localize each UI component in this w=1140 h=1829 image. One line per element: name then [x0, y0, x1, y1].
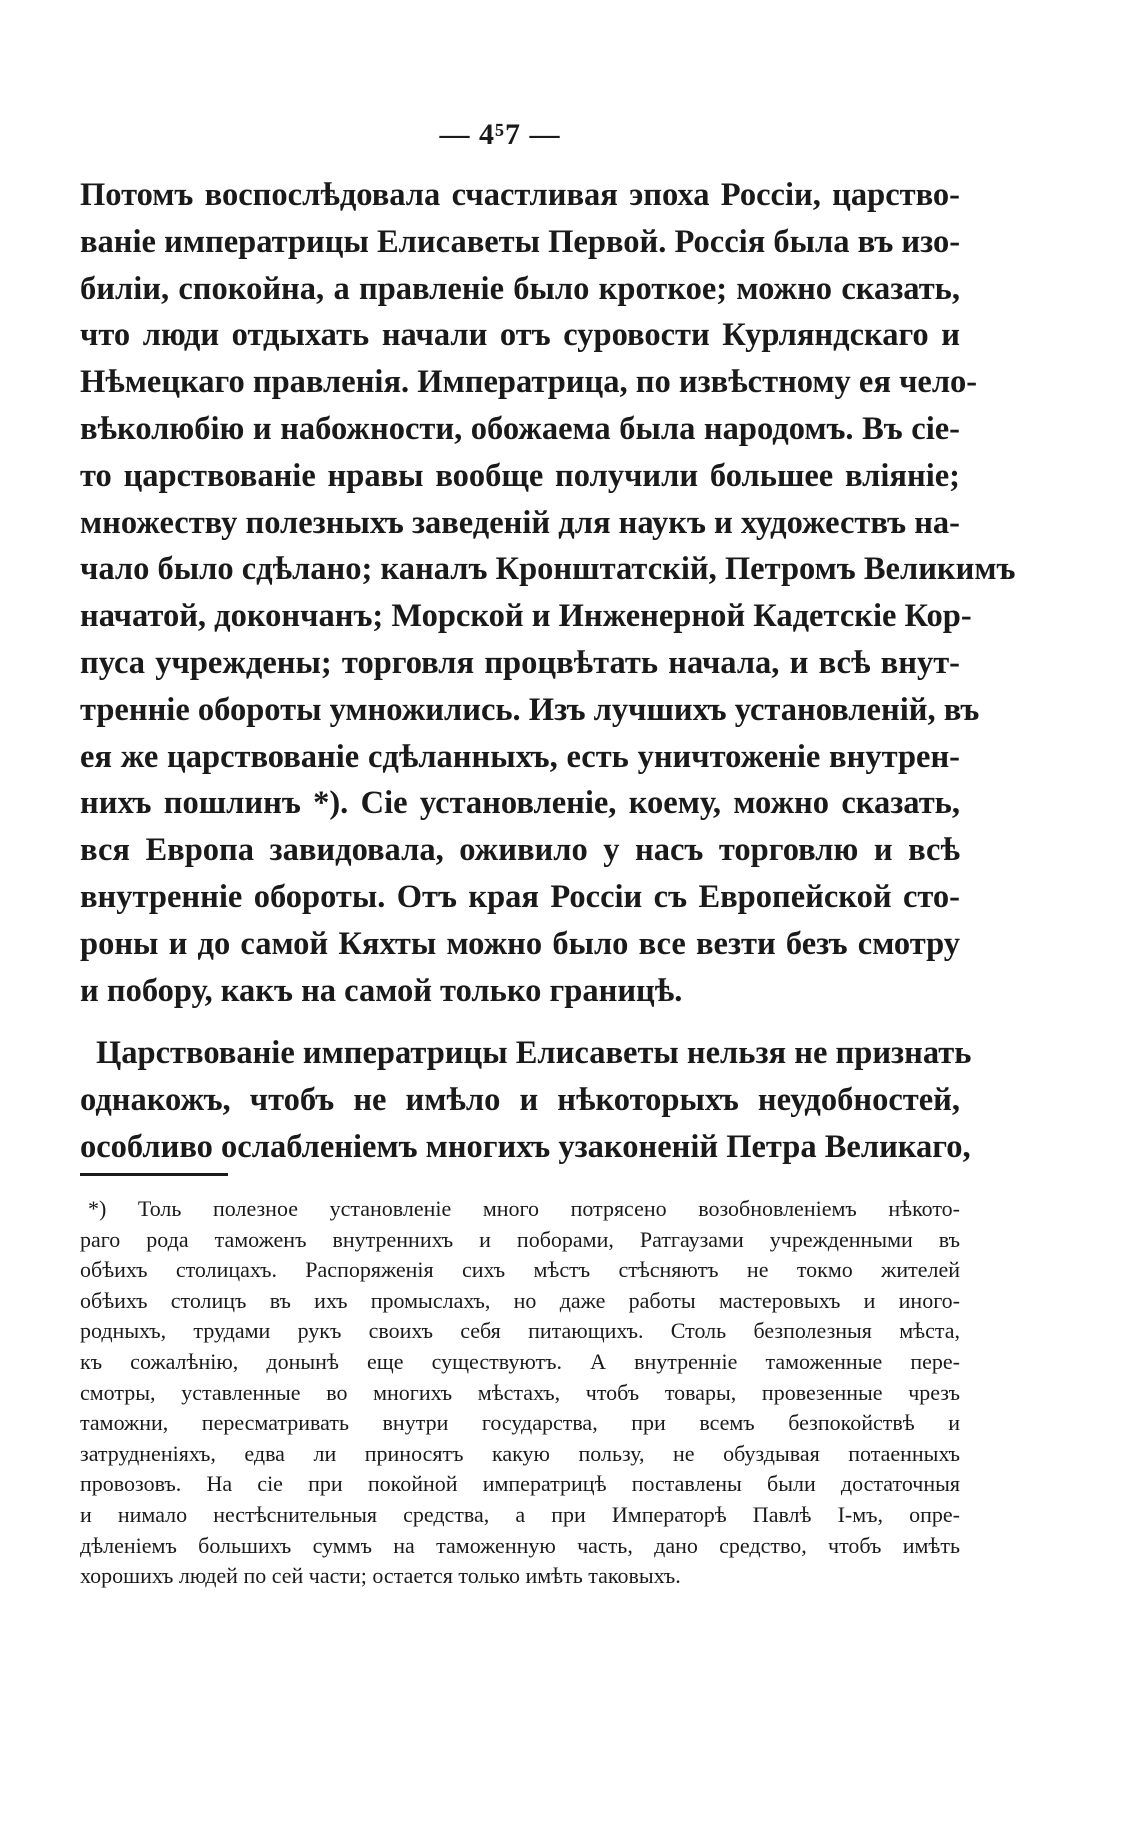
page-number: — 4⁵7 — [439, 118, 561, 151]
text-line: начатой, докончанъ; Морской и Инженерной Кадетскіе Кор- [80, 598, 972, 635]
footnote-line: дѣленіемъ большихъ суммъ на таможенную часть, дано средство, чтобъ имѣть [80, 1532, 960, 1558]
footnote-line: таможни, пересматривать внутри государства, при всемъ безпокойствѣ и [80, 1410, 960, 1436]
footnote-line: родныхъ, трудами рукъ своихъ себя питающихъ. Столь безполезныя мѣста, [80, 1318, 960, 1344]
text-line: роны и до самой Кяхты можно было все везти безъ смотру [80, 925, 960, 962]
text-line: Потомъ воспослѣдовала счастливая эпоха Россіи, царство- [80, 177, 960, 213]
text-line: Нѣмецкаго правленія. Императрица, по извѣстному ея чело- [80, 364, 978, 401]
text-line: ея же царствованіе сдѣланныхъ, есть уничтоженіе внутрен- [80, 738, 960, 775]
text-line: тренніе обороты умножились. Изъ лучшихъ установленій, въ [80, 691, 980, 728]
text-line: особливо ослабленіемъ многихъ узаконеній Петра Великаго, [80, 1128, 971, 1165]
footnote-line: раго рода таможенъ внутреннихъ и поборами, Ратгаузами учрежденными въ [80, 1226, 960, 1252]
footnote-line: обѣихъ столицахъ. Распоряженія сихъ мѣстъ стѣсняютъ не токмо жителей [80, 1257, 960, 1283]
text-line: то царствованіе нравы вообще получили большее вліяніе; [80, 457, 960, 494]
text-line: множеству полезныхъ заведеній для наукъ и художествъ на- [80, 504, 960, 541]
footnote-line: обѣихъ столицъ въ ихъ промыслахъ, но даже работы мастеровыхъ и иного- [80, 1287, 960, 1313]
footnote-line: хорошихъ людей по сей части; остается только имѣть таковыхъ. [80, 1563, 681, 1589]
text-line: чало было сдѣлано; каналъ Кронштатскій, Петромъ Великимъ [80, 551, 1016, 588]
text-line: пуса учреждены; торговля процвѣтать начала, и всѣ внут- [80, 644, 960, 681]
footnote [80, 1194, 960, 1592]
footnote-line: смотры, уставленные во многихъ мѣстахъ, чтобъ товары, провезенные чрезъ [80, 1379, 960, 1405]
text-line: вѣколюбію и набожности, обожаема была народомъ. Въ сіе- [80, 410, 960, 447]
text-line: ваніе императрицы Елисаветы Первой. Россія была въ изо- [80, 223, 961, 260]
text-line: нихъ пошлинъ *). Сіе установленіе, коему, можно сказать, [80, 785, 960, 822]
paragraph-gap [80, 1014, 960, 1030]
text-line: биліи, спокойна, а правленіе было кроткое; можно сказать, [80, 270, 960, 307]
text-line: и побору, какъ на самой только границѣ. [80, 972, 683, 1009]
text-line: вся Европа завидовала, оживило у насъ торговлю и всѣ [80, 832, 960, 869]
text-line: Царствованіе императрицы Елисаветы нельзя не признать [96, 1035, 972, 1072]
footnote-line: затрудненіяхъ, едва ли приносятъ какую пользу, не обуздывая потаенныхъ [80, 1440, 960, 1466]
main-text [80, 172, 1016, 1171]
text-line: что люди отдыхать начали отъ суровости Курляндскаго и [80, 317, 960, 354]
footnote-line: и нимало нестѣснительныя средства, а при Императорѣ Павлѣ І-мъ, опре- [80, 1501, 960, 1527]
text-line: внутренніе обороты. Отъ края Россіи съ Европейской сто- [80, 878, 960, 915]
footnote-divider [80, 1173, 228, 1176]
footnote-line: *) Толь полезное установленіе много потрясено возобновленіемъ нѣкото- [88, 1196, 960, 1221]
text-line: однакожъ, чтобъ не имѣло и нѣкоторыхъ неудобностей, [80, 1082, 960, 1119]
footnote-line: къ сожалѣнію, донынѣ еще существуютъ. А внутренніе таможенные пере- [80, 1348, 960, 1374]
footnote-line: провозовъ. На сіе при покойной императрицѣ поставлены были достаточныя [80, 1471, 960, 1497]
